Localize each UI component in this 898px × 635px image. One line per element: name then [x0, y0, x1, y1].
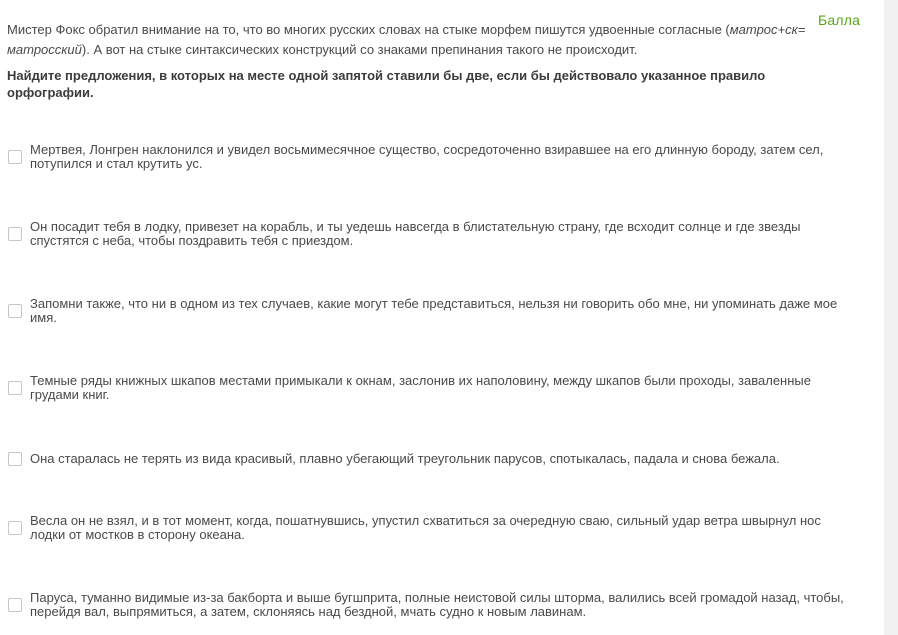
task-instruction: Найдите предложения, в которых на месте одной запятой ставили бы две, если бы действовало указанное правило орфографии.	[7, 68, 766, 100]
intro-example: матрос+ск= матросский	[7, 22, 806, 57]
option-text: Паруса, туманно видимые из-за бакборта и выше бугшприта, полные неистовой силы шторма, валились всей громадой назад, чтобы, перейдя вал, выпрямиться, а затем, склоняясь над бездной, мчать судно к новым лавинам.	[30, 590, 844, 619]
checkbox[interactable]	[8, 304, 22, 318]
checkbox[interactable]	[8, 381, 22, 395]
option-text: Мертвея, Лонгрен наклонился и увидел восьмимесячное существо, сосредоточенно взиравшее на его длинную бороду, затем сел, потупился и стал крутить ус.	[30, 142, 824, 171]
option-text: Темные ряды книжных шкапов местами примыкали к окнам, заслонив их наполовину, между шкапов были проходы, заваленные грудами книг.	[30, 373, 811, 402]
checkbox[interactable]	[8, 598, 22, 612]
question-intro	[7, 20, 815, 60]
score-circle-icon	[816, 0, 860, 8]
checkbox[interactable]	[8, 150, 22, 164]
answer-option-2[interactable]	[8, 220, 858, 248]
scrollbar[interactable]	[884, 0, 898, 635]
answer-option-3[interactable]	[8, 297, 858, 325]
checkbox[interactable]	[8, 452, 22, 466]
checkbox[interactable]	[8, 227, 22, 241]
option-text: Она старалась не терять из вида красивый, плавно убегающий треугольник парусов, спотыкалась, падала и снова бежала.	[30, 451, 780, 466]
option-text: Весла он не взял, и в тот момент, когда, пошатнувшись, упустил схватиться за очередную сваю, сильный удар ветра швырнул нос лодки от мостков в сторону океана.	[30, 513, 821, 542]
intro-text-before: Мистер Фокс обратил внимание на то, что во многих русских словах на стыке морфем пишутся удвоенные согласные (	[7, 22, 730, 37]
answer-option-5[interactable]	[8, 452, 858, 466]
intro-text-after: ). А вот на стыке синтаксических конструкций со знаками препинания такого не происходит.	[81, 42, 638, 57]
answer-option-1[interactable]	[8, 143, 858, 171]
answer-option-4[interactable]	[8, 374, 858, 402]
option-text: Он посадит тебя в лодку, привезет на корабль, и ты уедешь навсегда в блистательную страну, где всходит солнце и где звезды спустятся с неба, чтобы поздравить тебя с приездом.	[30, 219, 801, 248]
answer-option-7[interactable]	[8, 591, 858, 619]
option-text: Запомни также, что ни в одном из тех случаев, какие могут тебе представиться, нельзя ни говорить обо мне, ни упоминать даже мое имя.	[30, 296, 838, 325]
checkbox[interactable]	[8, 521, 22, 535]
answer-option-6[interactable]	[8, 514, 858, 542]
score-label: Балла	[818, 12, 861, 28]
